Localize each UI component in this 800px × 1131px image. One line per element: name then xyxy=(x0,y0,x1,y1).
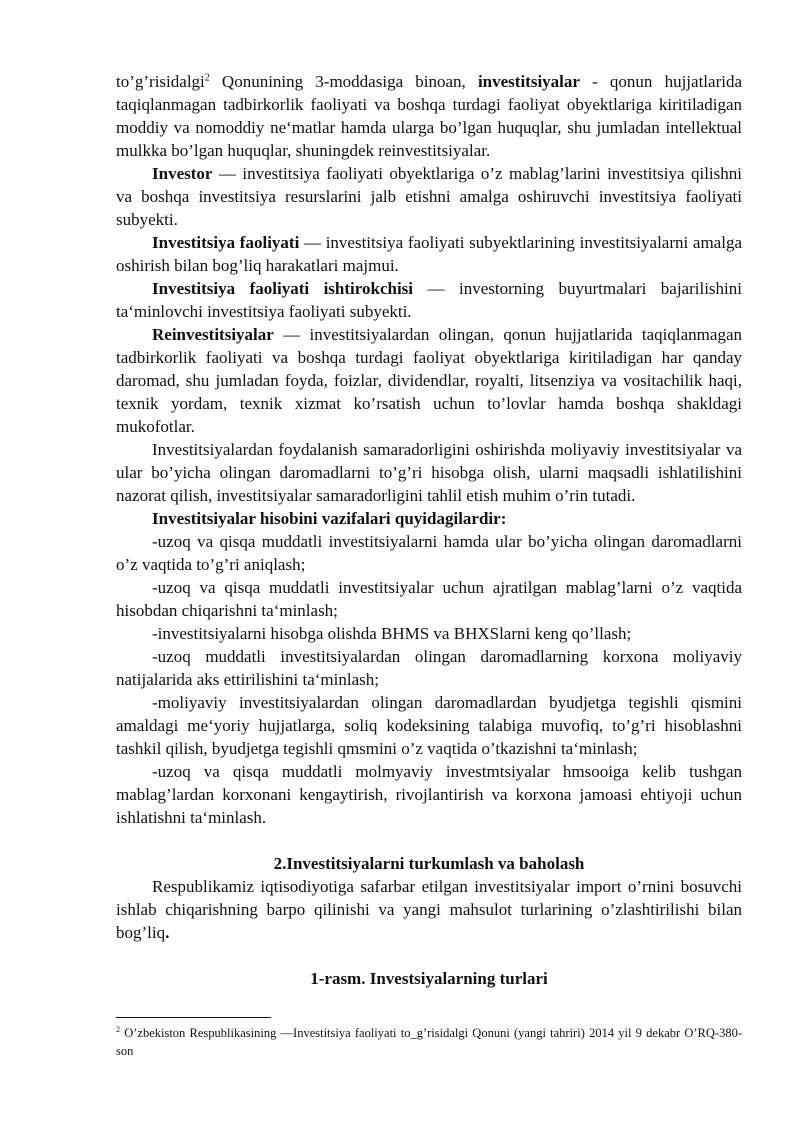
footnote-reference: 2 xyxy=(204,72,210,84)
list-item: -uzoq va qisqa muddatli investitsiyalar uchun ajratilgan mablag’larni o’z vaqtida hisobdan chiqarishni ta‘minlash; xyxy=(116,578,742,620)
spacer xyxy=(116,944,742,967)
term-investitsiyalar: investitsiyalar xyxy=(477,72,580,91)
paragraph-reinvestitsiyalar: Reinvestitsiyalar — investitsiyalardan olingan, qonun hujjatlarida taqiqlanmagan tadbirkorlik faoliyati va boshqa turdagi faoliyat obyektlariga kiritiladigan har qanday daromad, shu jumladan foyda, foizlar, dividendlar, royalti, litsenziya va vositachilik haqi, texnik yordam, texnik xizmat ko’rsatish uchun to’lovlar hamda boshqa shakldagi mukofotlar. xyxy=(116,325,742,436)
paragraph-investor: Investor — investitsiya faoliyati obyektlariga o’z mablag’larini investitsiya qilishni va boshqa investitsiya resurslarini jalb etishni amalga oshiruvchi investitsiya faoliyati subyekti. xyxy=(116,164,742,229)
list-item: -uzoq muddatli investitsiyalardan olingan daromadlarning korxona moliyaviy natijalarida aks ettirilishini ta‘minlash; xyxy=(116,647,742,689)
paragraph-samaradorlik: Investitsiyalardan foydalanish samaradorligini oshirishda moliyaviy investitsiyalar va ular bo’yicha olingan daromadlarni to’g’ri hisobga olish, ularni maqsadli ishlatilishini nazorat qilish, investitsiyalar samaradorligini tahlil etish muhim o’rin tutadi. xyxy=(116,440,742,505)
figure-caption: 1-rasm. Investsiyalarning turlari xyxy=(310,969,548,988)
paragraph-investitsiya-faoliyati: Investitsiya faoliyati — investitsiya faoliyati subyektlarining investitsiyalarni amalga oshirish bilan bog’liq harakatlari majmui. xyxy=(116,233,742,275)
section-heading: 2.Investitsiyalarni turkumlash va baholash xyxy=(273,854,585,873)
paragraph-investitsiyalar-definition: to’g’risidalgi$^2$ Qonunining 3-moddasiga binoan, investitsiyalar - qonun hujjatlarida taqiqlanmagan tadbirkorlik faoliyati va boshqa turdagi faoliyat obyektlariga kiritiladigan moddiy va nomoddiy ne‘matlar hamda ularga bo’lgan huquqlar, shu jumladan intellektual mulkka bo’lgan huquqlar, shuningdek reinvestitsiyalar. xyxy=(116,72,742,160)
list-item: -investitsiyalarni hisobga olishda BHMS va BHXSlarni keng qo’llash; xyxy=(152,624,632,643)
document-body xyxy=(116,70,742,990)
paragraph-respublikamiz: Respublikamiz iqtisodiyotiga safarbar etilgan investitsiyalar import o’rnini bosuvchi ishlab chiqarishning barpo qilinishi va yangi mahsulot turlarining o’zlashtirilishi bilan bog’liq. xyxy=(116,877,742,942)
term-reinvestitsiyalar: Reinvestitsiyalar xyxy=(152,325,274,344)
term-investitsiya-faoliyati: Investitsiya faoliyati xyxy=(152,233,300,252)
spacer xyxy=(116,829,742,852)
list-item: -uzoq va qisqa muddatli investitsiyalarni hamda ular bo’yicha olingan daromadlarni o’z vaqtida to’g’ri aniqlash; xyxy=(116,532,742,574)
footnote-text: O’zbekiston Respublikasining —Investitsiya faoliyati to_g’risidalgi Qonuni (yangi tahriri) 2014 yil 9 dekabr O’RQ-380-son xyxy=(116,1026,742,1058)
paragraph-vazifalar-heading: Investitsiyalar hisobini vazifalari quyidagilardir: xyxy=(152,509,507,528)
footnote-mark: 2 xyxy=(116,1024,120,1034)
list-item: -uzoq va qisqa muddatli molmyaviy investmtsiyalar hmsooiga kelib tushgan mablag’lardan korxonani kengaytirish, rivojlantirish va korxona jamoasi ehtiyoji uchun ishlatishni ta‘minlash. xyxy=(116,762,742,827)
list-item: -moliyaviy investitsiyalardan olingan daromadlardan byudjetga tegishli qismini amaldagi me‘yoriy hujjatlarga, soliq kodeksining talabiga muvofiq, to’g’ri hisoblashni tashkil qilish, byudjetga tegishli qmsmini o’z vaqtida o’tkazishni ta‘minlash; xyxy=(116,693,742,758)
term-ishtirokchisi: Investitsiya faoliyati ishtirokchisi xyxy=(152,279,414,298)
footnote xyxy=(116,1024,742,1060)
term-investor: Investor xyxy=(152,164,213,183)
footnote-separator xyxy=(116,1017,271,1018)
paragraph-ishtirokchisi: Investitsiya faoliyati ishtirokchisi — investorning buyurtmalari bajarilishini ta‘minlovchi investitsiya faoliyati subyekti. xyxy=(116,279,742,321)
